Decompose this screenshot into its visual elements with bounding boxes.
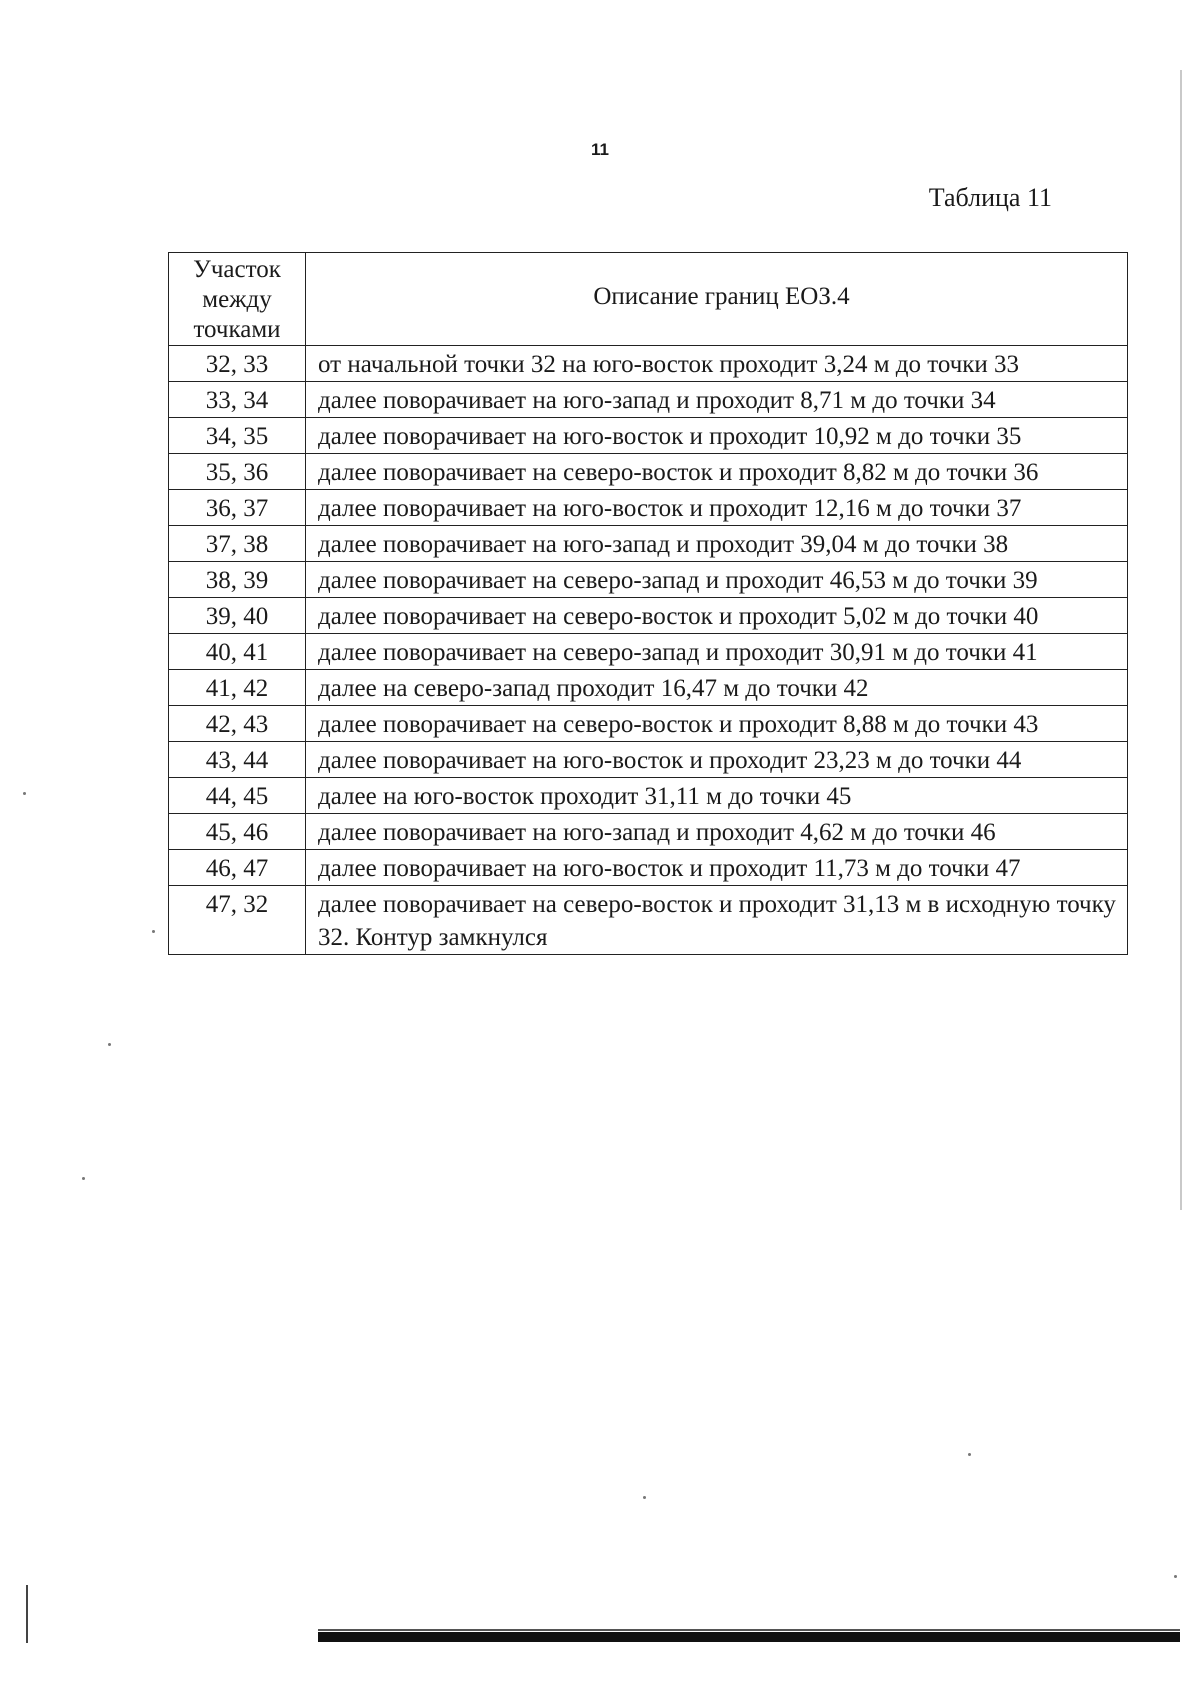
table-row — [169, 850, 1128, 886]
scan-bottom-edge-thin — [318, 1629, 1180, 1631]
table-row — [169, 706, 1128, 742]
table-row — [169, 886, 1128, 955]
segment-points-cell: 34, 35 — [169, 418, 306, 454]
boundary-description-cell: далее поворачивает на северо-восток и проходит 5,02 м до точки 40 — [306, 598, 1128, 634]
boundary-description-cell: далее поворачивает на северо-восток и проходит 8,88 м до точки 43 — [306, 706, 1128, 742]
segment-points-cell: 39, 40 — [169, 598, 306, 634]
segment-points-cell: 33, 34 — [169, 382, 306, 418]
scan-speck — [643, 1496, 646, 1499]
scan-speck — [1174, 1575, 1177, 1578]
boundary-description-cell: далее поворачивает на юго-запад и проходит 39,04 м до точки 38 — [306, 526, 1128, 562]
scan-bottom-edge — [318, 1632, 1180, 1642]
table-row — [169, 346, 1128, 382]
table-row — [169, 526, 1128, 562]
boundary-description-cell: далее на северо-запад проходит 16,47 м до точки 42 — [306, 670, 1128, 706]
table-caption: Таблица 11 — [928, 183, 1052, 212]
segment-points-cell: 42, 43 — [169, 706, 306, 742]
scan-speck — [152, 930, 155, 933]
segment-points-cell: 37, 38 — [169, 526, 306, 562]
table-row — [169, 598, 1128, 634]
segment-column-header: Участок между точками — [169, 253, 306, 346]
boundary-description-cell: далее поворачивает на юго-восток и проходит 10,92 м до точки 35 — [306, 418, 1128, 454]
boundary-description-cell: далее поворачивает на юго-восток и проходит 11,73 м до точки 47 — [306, 850, 1128, 886]
table-row — [169, 670, 1128, 706]
boundary-description-cell: далее поворачивает на юго-восток и проходит 23,23 м до точки 44 — [306, 742, 1128, 778]
table-row — [169, 454, 1128, 490]
boundary-description-table — [168, 252, 1128, 955]
table-row — [169, 562, 1128, 598]
table-row — [169, 490, 1128, 526]
boundary-description-cell: от начальной точки 32 на юго-восток проходит 3,24 м до точки 33 — [306, 346, 1128, 382]
segment-points-cell: 35, 36 — [169, 454, 306, 490]
boundary-description-cell: далее поворачивает на юго-восток и проходит 12,16 м до точки 37 — [306, 490, 1128, 526]
table-row — [169, 634, 1128, 670]
table-row — [169, 382, 1128, 418]
segment-points-cell: 43, 44 — [169, 742, 306, 778]
boundary-description-cell: далее поворачивает на юго-запад и проходит 4,62 м до точки 46 — [306, 814, 1128, 850]
segment-points-cell: 38, 39 — [169, 562, 306, 598]
boundary-description-cell: далее поворачивает на северо-запад и проходит 46,53 м до точки 39 — [306, 562, 1128, 598]
page-number: 11 — [591, 140, 609, 159]
description-column-header: Описание границ ЕОЗ.4 — [306, 253, 1128, 346]
segment-points-cell: 46, 47 — [169, 850, 306, 886]
segment-points-cell: 45, 46 — [169, 814, 306, 850]
scan-speck — [82, 1177, 85, 1180]
segment-points-cell: 40, 41 — [169, 634, 306, 670]
boundary-description-cell: далее поворачивает на северо-запад и проходит 30,91 м до точки 41 — [306, 634, 1128, 670]
table-row — [169, 814, 1128, 850]
table-row — [169, 778, 1128, 814]
segment-points-cell: 32, 33 — [169, 346, 306, 382]
scan-speck — [968, 1453, 971, 1456]
table-row — [169, 418, 1128, 454]
scan-speck — [108, 1043, 111, 1046]
segment-points-cell: 41, 42 — [169, 670, 306, 706]
table-header-row — [169, 253, 1128, 346]
segment-points-cell: 47, 32 — [169, 886, 306, 955]
boundary-description-cell: далее поворачивает на юго-запад и проходит 8,71 м до точки 34 — [306, 382, 1128, 418]
table-row — [169, 742, 1128, 778]
scan-speck — [23, 792, 26, 795]
boundary-description-cell: далее поворачивает на северо-восток и проходит 31,13 м в исходную точку 32. Контур замкнулся — [306, 886, 1128, 955]
segment-points-cell: 44, 45 — [169, 778, 306, 814]
segment-points-cell: 36, 37 — [169, 490, 306, 526]
boundary-description-cell: далее на юго-восток проходит 31,11 м до точки 45 — [306, 778, 1128, 814]
scan-margin-line — [1180, 70, 1182, 1210]
boundary-description-cell: далее поворачивает на северо-восток и проходит 8,82 м до точки 36 — [306, 454, 1128, 490]
scan-margin-mark — [26, 1585, 28, 1643]
